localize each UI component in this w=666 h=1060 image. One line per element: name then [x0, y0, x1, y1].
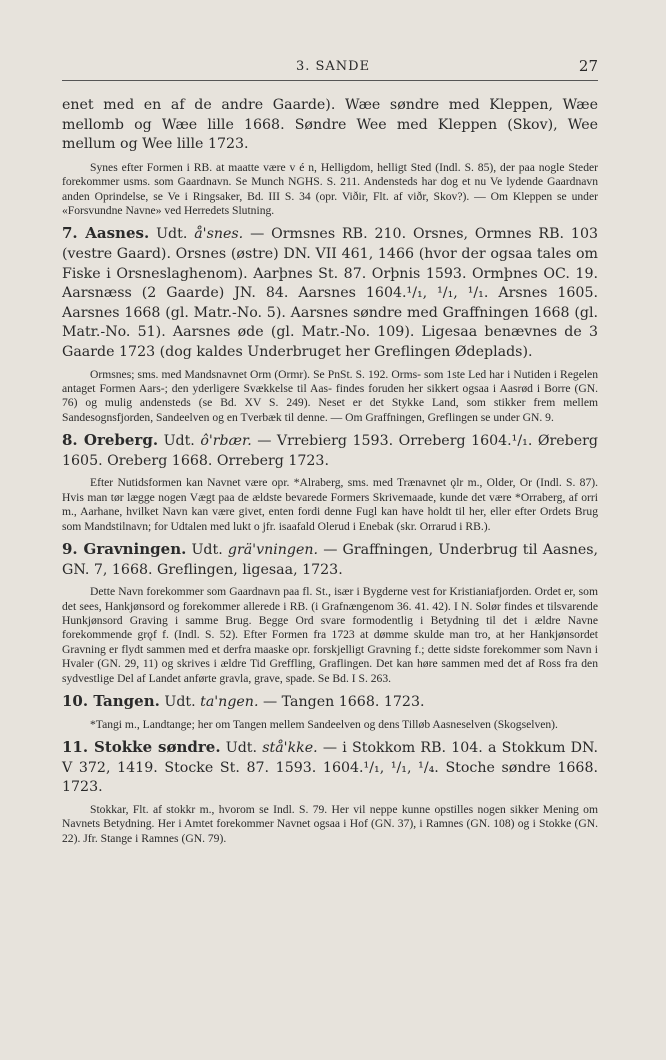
chapter-heading: 3. SANDE: [295, 59, 371, 74]
page-body: [62, 96, 598, 851]
entry-stokke: [62, 738, 598, 846]
intro-paragraph: enet med en af de andre Gaarde). Wæe søndre med Kleppen, Wæe mellomb og Wæe lille 1668. Søndre Wee med Kleppen (Skov), Wee mellum og Wee lille 1723.: [62, 97, 598, 153]
entry-heading: 7. Aasnes.: [62, 224, 150, 243]
entry-body: — Vrrebierg 1593. Orreberg 1604.¹/₁. Øreberg 1605. Oreberg 1668. Orreberg 1723.: [62, 433, 599, 469]
page-number: 27: [578, 57, 598, 75]
entry-heading: 8. Oreberg.: [62, 431, 159, 450]
pronunciation: grä'vningen.: [227, 542, 319, 558]
entry-gravningen: [62, 540, 598, 686]
pronunciation: ta'ngen.: [200, 694, 259, 711]
entry-note: Efter Nutidsformen kan Navnet være opr. *Alraberg, sms. med Trænavnet ǫlr m., Older, Or (Indl. S. 87). Hvis man tør lægge nogen Vægt paa de ældste bevarede Formers Skrivemaade, kunde det være *Orraberg, af orri m., Aarhane, hvilket Navn kan være givet, enten fordi denne Fugl kan have holdt til her, eller efter Ordets Brug som Mandstilnavn; for Udtalen med lukt o jfr. isaafald Olerud i Enebak (skr. Orrarud i RB.).: [62, 476, 598, 533]
entry-aasnes: [62, 224, 598, 425]
pronunciation: stå'kke.: [262, 740, 318, 757]
entry-note: Dette Navn forekommer som Gaardnavn paa fl. St., især i Bygderne vest for Kristianiafjorden. Ordet er, som det sees, Hankjønsord og forekommer allerede i RB. (i Grafnængenom 36. 41. 42). I N. Solør findes et tilsvarende Hunkjønsord Graving i samme Brug. Begge Ord svare formodentlig i Betydning til det i ældre Navne forekommende grǫf f. (Indl. S. 52). Efter Formen fra 1723 at dømme skulde man tro, at her Hankjønsordet Gravning er flydt sammen med et derfra maaske opr. forskjelligt Gravning f.; dette sidste forekommer som Navn i Hvaler (GN. 29, 11) og skrives i ældre Tid Greffling, Graflingen. Det kan høre sammen med det af Ross fra den sydvestlige Del af Landet anførte gravla, grave, spade. Se Bd. I S. 263.: [62, 585, 598, 685]
entry-body: — Tangen 1668. 1723.: [262, 694, 425, 711]
udt-label: Udt.: [156, 226, 188, 243]
udt-label: Udt.: [225, 740, 258, 757]
entry-note: Stokkar, Flt. af stokkr m., hvorom se Indl. S. 79. Her vil neppe kunne opstilles nogen sikker Mening om Navnets Betydning. Her i Amtet forekommer Navnet ogsaa i Hof (GN. 37), i Ramnes (GN. 108) og i Stokke (GN. 22). Jfr. Stange i Ramnes (GN. 79).: [62, 802, 598, 845]
intro-note: Synes efter Formen i RB. at maatte være v é n, Helligdom, helligt Sted (Indl. S. 85), der paa nogle Steder forekommer usms. som Gaardnavn. Se Munch NGHS. S. 211. Andensteds har dog et nu Ve lydende Gaardnavn anden Oprindelse, se Ve i Ringsaker, Bd. III S. 34 (opr. Viðir, Flt. af viðr, Skov?). — Om Kleppen se under «Forsvundne Navne» ved Herredets Slutning.: [62, 160, 598, 217]
entry-note: Ormsnes; sms. med Mandsnavnet Orm (Ormr). Se PnSt. S. 192. Orms- som 1ste Led har i Nutiden i Regelen antaget Formen Aars-; den yderligere Svækkelse til Aas- findes foruden her sikkert ogsaa i Aasrød i Borre (GN. 76) og mulig andensteds (se Bd. XV S. 249). Neset er det Stykke Land, som stikker frem mellem Sandesognsfjorden, Sandeelven og en Tverbæk til denne. — Om Graffningen, Greflingen se under GN. 9.: [62, 367, 598, 424]
udt-label: Udt.: [163, 433, 195, 450]
entry-body: — i Stokkom RB. 104. a Stokkum DN. V 372, 1419. Stocke St. 87. 1593. 1604.¹/₁, ¹/₁, ¹/₄. Stoche søndre 1668. 1723.: [62, 740, 599, 796]
entry-note: *Tangi m., Landtange; her om Tangen mellem Sandeelven og dens Tilløb Aasneselven (Skogselven).: [90, 717, 558, 731]
udt-label: Udt.: [191, 542, 223, 558]
pronunciation: ô'rbær.: [200, 433, 252, 450]
entry-body: — Ormsnes RB. 210. Orsnes, Ormnes RB. 103 (vestre Gaard). Orsnes (østre) DN. VII 461, 1466 (hvor der ogsaa tales om Fiske i Orsneslaghenom). Aarþnes St. 87. Orþnis 1593. Ormþnes OC. 19. Aarsnæss (2 Gaarde) JN. 84. Aarsnes 1604.¹/₁, ¹/₁, ¹/₁. Arsnes 1605. Aarsnes 1668 (gl. Matr.-No. 5). Aarsnes søndre med Graffningen 1668 (gl. Matr.-No. 51). Aarsnes øde (gl. Matr.-No. 109). Ligesaa benævnes de 3 Gaarde 1723 (dog kaldes Underbruget her Greflingen Ødeplads).: [62, 226, 599, 360]
header-rule: [62, 80, 598, 81]
entry-heading: 10. Tangen.: [62, 692, 160, 711]
pronunciation: å'snes.: [194, 226, 244, 243]
udt-label: Udt.: [164, 694, 196, 711]
entry-tangen: [62, 692, 598, 732]
entry-body: — Graffningen, Underbrug til Aasnes, GN. 7, 1668. Greflingen, ligesaa, 1723.: [62, 542, 599, 578]
entry-heading: 9. Gravningen.: [62, 540, 187, 558]
entry-heading: 11. Stokke søndre.: [62, 738, 221, 757]
entry-oreberg: [62, 431, 598, 534]
